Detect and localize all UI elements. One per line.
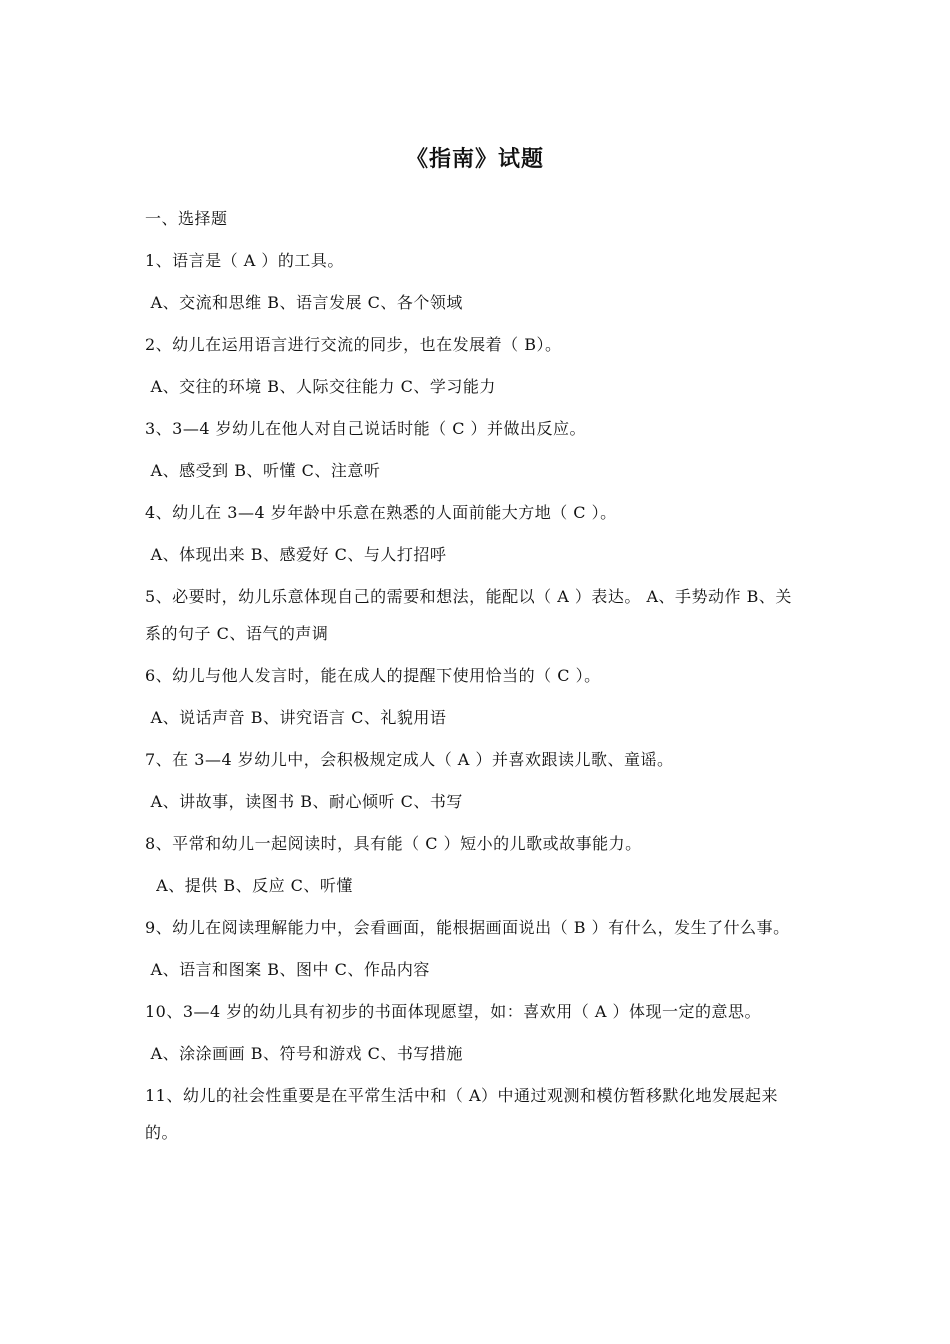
options-4: A、体现出来 B、感爱好 C、与人打招呼 bbox=[145, 545, 447, 564]
section-heading: 一、选择题 bbox=[145, 209, 228, 228]
options-9: A、语言和图案 B、图中 C、作品内容 bbox=[145, 960, 430, 979]
question-4: 4、幼儿在 3—4 岁年龄中乐意在熟悉的人面前能大方地（ C ）。 bbox=[145, 503, 617, 522]
options-7: A、讲故事，读图书 B、耐心倾听 C、书写 bbox=[145, 792, 463, 811]
question-1: 1、语言是（ A ）的工具。 bbox=[145, 251, 344, 270]
options-8: A、提供 B、反应 C、听懂 bbox=[145, 876, 353, 895]
options-6: A、说话声音 B、讲究语言 C、礼貌用语 bbox=[145, 708, 447, 727]
options-10: A、涂涂画画 B、符号和游戏 C、书写措施 bbox=[145, 1044, 463, 1063]
question-8: 8、平常和幼儿一起阅读时，具有能（ C ）短小的儿歌或故事能力。 bbox=[145, 834, 642, 853]
options-3: A、感受到 B、听懂 C、注意听 bbox=[145, 461, 381, 480]
question-9: 9、幼儿在阅读理解能力中，会看画面，能根据画面说出（ B ）有什么，发生了什么事。 bbox=[145, 918, 790, 937]
question-2: 2、幼儿在运用语言进行交流的同步，也在发展着（ B）。 bbox=[145, 335, 562, 354]
options-2: A、交往的环境 B、人际交往能力 C、学习能力 bbox=[145, 377, 496, 396]
question-3: 3、3—4 岁幼儿在他人对自己说话时能（ C ）并做出反应。 bbox=[145, 419, 587, 438]
question-10: 10、3—4 岁的幼儿具有初步的书面体现愿望，如：喜欢用（ A ）体现一定的意思。 bbox=[145, 1002, 762, 1021]
document-body bbox=[145, 200, 800, 1151]
question-7: 7、在 3—4 岁幼儿中，会积极规定成人（ A ）并喜欢跟读儿歌、童谣。 bbox=[145, 750, 674, 769]
question-5: 5、必要时，幼儿乐意体现自己的需要和想法，能配以（ A ）表达。 A、手势动作 B、关系的句子 C、语气的声调 bbox=[145, 587, 792, 643]
question-11: 11、幼儿的社会性重要是在平常生活中和（ A）中通过观测和模仿暂移默化地发展起来的。 bbox=[145, 1086, 779, 1142]
options-1: A、交流和思维 B、语言发展 C、各个领域 bbox=[145, 293, 463, 312]
question-6: 6、幼儿与他人发言时，能在成人的提醒下使用恰当的（ C ）。 bbox=[145, 666, 601, 685]
page-title: 《指南》试题 bbox=[405, 146, 544, 172]
